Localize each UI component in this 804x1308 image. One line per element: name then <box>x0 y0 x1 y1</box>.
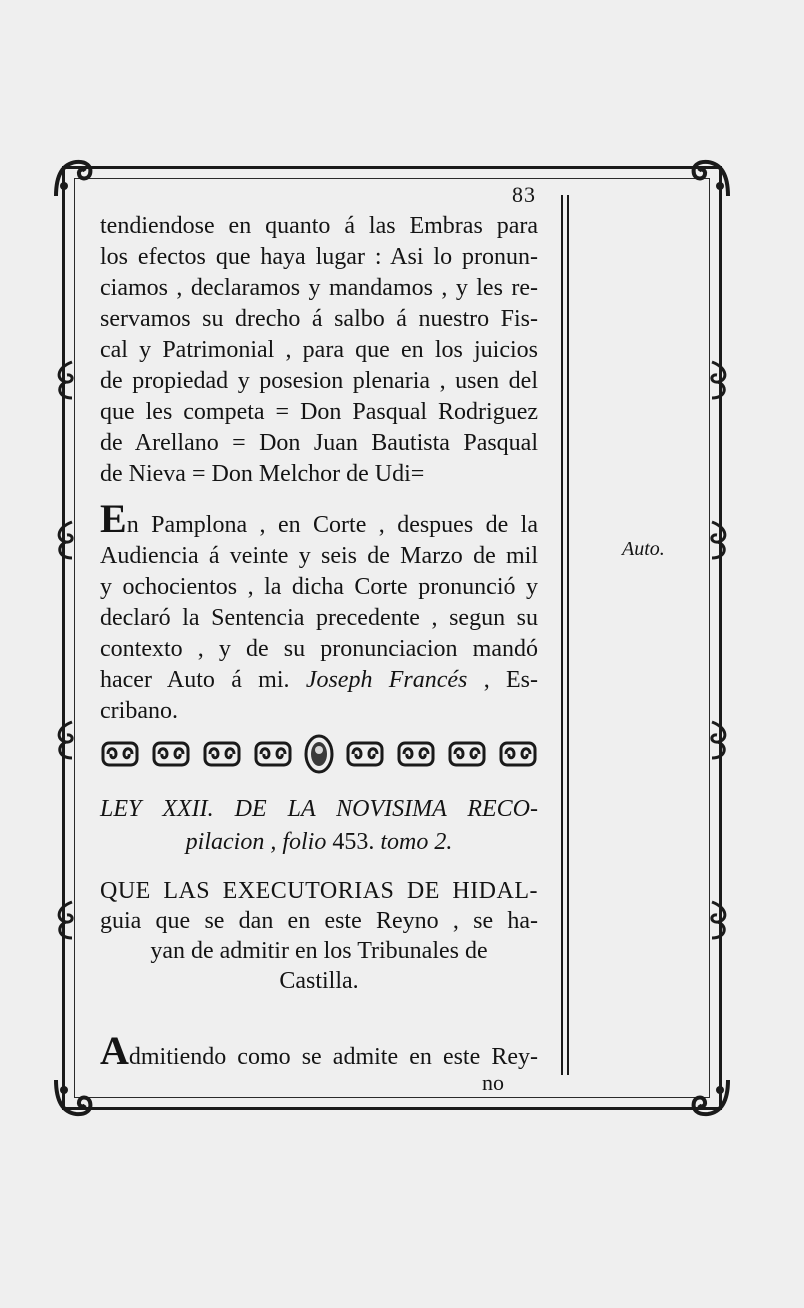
text-span: n Pamplona , en Corte , despues de la <box>126 512 538 538</box>
scroll-ornament-icon <box>202 735 242 773</box>
sentence-paragraph <box>100 211 538 490</box>
scroll-ornament-icon <box>100 735 140 773</box>
text-span: dmitiendo como se admite en este Rey- <box>128 1044 538 1070</box>
scroll-ornament-icon <box>253 735 293 773</box>
text-line: contexto , y de su pronunciacion mandó <box>100 636 538 662</box>
scroll-ornament-icon <box>345 735 385 773</box>
heading-line: guia que se dan en este Reyno , se ha- <box>100 908 538 934</box>
law-paragraph <box>100 1028 538 1073</box>
scroll-ornament-icon <box>52 360 76 400</box>
heading-line: yan de admitir en los Tribunales de <box>150 938 488 964</box>
text-line: y ochocientos , la dicha Corte pronunció y <box>100 574 538 600</box>
text-line: servamos su drecho á salbo á nuestro Fis- <box>100 306 538 332</box>
page-number: 83 <box>512 182 536 207</box>
folio-number: 453. <box>332 829 375 855</box>
scroll-ornament-icon <box>447 735 487 773</box>
heading-line <box>100 826 538 859</box>
text-line: los efectos que haya lugar : Asi lo pronun- <box>100 244 538 270</box>
text-line: que les competa = Don Pasqual Rodriguez <box>100 399 538 425</box>
portrait-medallion-icon <box>304 734 334 774</box>
text-line: declaró la Sentencia precedente , segun su <box>100 605 538 631</box>
margin-note: Auto. <box>622 538 665 560</box>
text-line: ciamos , declaramos y mandamos , y les re- <box>100 275 538 301</box>
corner-flourish-icon <box>52 156 96 200</box>
scroll-ornament-icon <box>52 900 76 940</box>
scroll-ornament-icon <box>396 735 436 773</box>
margin-column-rule <box>561 195 569 1075</box>
text-line <box>100 665 538 696</box>
scribe-name: Joseph Francés <box>305 667 468 693</box>
text-line: de Arellano = Don Juan Bautista Pasqual <box>100 430 538 456</box>
scroll-ornament-icon <box>708 360 732 400</box>
scroll-ornament-icon <box>708 520 732 560</box>
text-line <box>100 496 538 541</box>
law-heading <box>100 793 538 859</box>
heading-line: LEY XXII. DE LA NOVISIMA RECO- <box>100 796 538 822</box>
text-line: de propiedad y posesion plenaria , usen del <box>100 368 538 394</box>
text-line: cribano. <box>100 698 178 724</box>
text-line: de Nieva = Don Melchor de Udi= <box>100 461 425 487</box>
catchword: no <box>482 1070 504 1095</box>
heading-line: QUE LAS EXECUTORIAS DE HIDAL- <box>100 878 538 904</box>
text-line: tendiendose en quanto á las Embras para <box>100 213 538 239</box>
text-span: , Es- <box>483 667 538 693</box>
law-title <box>100 876 538 996</box>
text-line: Audiencia á veinte y seis de Marzo de mil <box>100 543 538 569</box>
ornament-band <box>100 733 538 775</box>
corner-flourish-icon <box>688 1076 732 1120</box>
text-span: pilacion , folio <box>185 829 327 855</box>
scroll-ornament-icon <box>52 520 76 560</box>
scroll-ornament-icon <box>151 735 191 773</box>
text-span: tomo 2. <box>380 829 453 855</box>
auto-paragraph <box>100 496 538 727</box>
scroll-ornament-icon <box>52 720 76 760</box>
text-line: cal y Patrimonial , para que en los juicios <box>100 337 538 363</box>
scroll-ornament-icon <box>708 720 732 760</box>
heading-line: Castilla. <box>279 968 359 994</box>
text-line <box>100 1028 538 1073</box>
drop-cap: E <box>100 496 127 541</box>
corner-flourish-icon <box>52 1076 96 1120</box>
text-span: hacer Auto á mi. <box>100 667 290 693</box>
corner-flourish-icon <box>688 156 732 200</box>
scroll-ornament-icon <box>708 900 732 940</box>
drop-cap: A <box>100 1028 129 1073</box>
scroll-ornament-icon <box>498 735 538 773</box>
